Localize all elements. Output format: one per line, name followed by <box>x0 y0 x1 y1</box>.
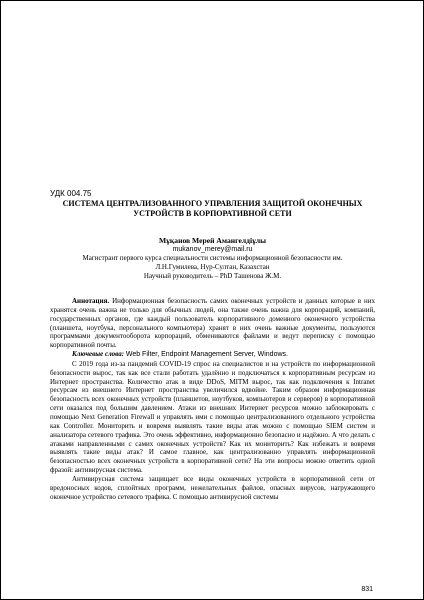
paper-body <box>50 297 375 501</box>
author-name: Мұқанов Мерей Амангелдіұлы <box>158 236 267 245</box>
page-number: 831 <box>361 586 373 593</box>
abstract-label: Аннотация. <box>72 297 110 305</box>
keywords <box>50 350 375 360</box>
author-email[interactable]: mukanov_merey@mail.ru <box>172 246 253 253</box>
abstract-text: Информационная безопасность самих оконечных устройств и данных которые в них хранятся очень важна не только для обычных людей, она также очень важна для корпораций, компаний, государственных органов, где каждый пользователь корпоративного доменного оконечного устройства (планшета, ноутбука, персонального компьютера) хранят в них очень важные документы, пользуются программами документооборота корпораций, обмениваются файлами и ведут переписку с помощью корпоративной почты. <box>50 297 375 350</box>
keywords-value: Web Filter, Endpoint Management Server, Windows. <box>125 351 288 359</box>
udc-code: УДК 004.75 <box>50 189 92 198</box>
abstract <box>50 297 375 350</box>
paragraph-2: Антивирусная система защищает все виды оконечных устройств в корпоративной сети от вредоносных кодов, сплойтных программ, нежелательных файлов, опасных вирусов, нагружающего оконечное устройство сетевого трафика. С помощью антивирусной системы <box>50 474 375 501</box>
author-affiliation-line-2: Л.Н.Гумилева, Нур-Султан, Казахстан <box>155 263 270 271</box>
keywords-label: Ключевые слова: <box>72 350 125 359</box>
paper-title: СИСТЕМА ЦЕНТРАЛИЗОВАННОГО УПРАВЛЕНИЯ ЗАЩИТОЙ ОКОНЕЧНЫХ УСТРОЙСТВ В КОРПОРАТИВНОЙ СЕТИ <box>62 199 363 218</box>
author-affiliation-line-1: Магистрант первого курса специальности системы информационной безопасности им. <box>82 254 343 262</box>
paragraph-1: С 2019 года из-за пандемий COVID-19 спрос на специалистов и на устройств по информационной безопасности вырос, так как все стали работать удалённо и подключаться к корпоративным ресурсам из Интернет пространства. Количество атак в виде DDoS, MITM вырос, так как подключения к Intranet ресурсам из внешнего Интернет пространства увеличился вдвойне. Таким образом информационная безопасность всех оконечных устройств (планшетов, ноутбуков, компьютеров и серверов) в корпоративной сети оказался под большим давлением. Атаки из внешних Интернет ресурсов можно заблокировать с помощью Next Generation Firewall и управлять ими с помощью централизованного отдельного устройства как Controller. Мониторить и вовремя выявлять такие виды атак можно с помощью SIEM систем и анализатора сетевого трафика. Это очень эффективно, информационно безопасно и надёжно. А что делать с атаками направленными с самих оконечных устройств? Как их мониторить? Как избежать и вовремя выявлять такие виды атак? И самое главное, как централизованно управлять информационной безопасностью всех оконечных устройств в корпоративной сети? На эти вопросы можно ответить одной фразой: антивирусная система. <box>50 359 375 475</box>
supervisor: Научный руководитель – PhD Ташенова Ж.М. <box>143 272 282 280</box>
author-block <box>50 236 375 281</box>
